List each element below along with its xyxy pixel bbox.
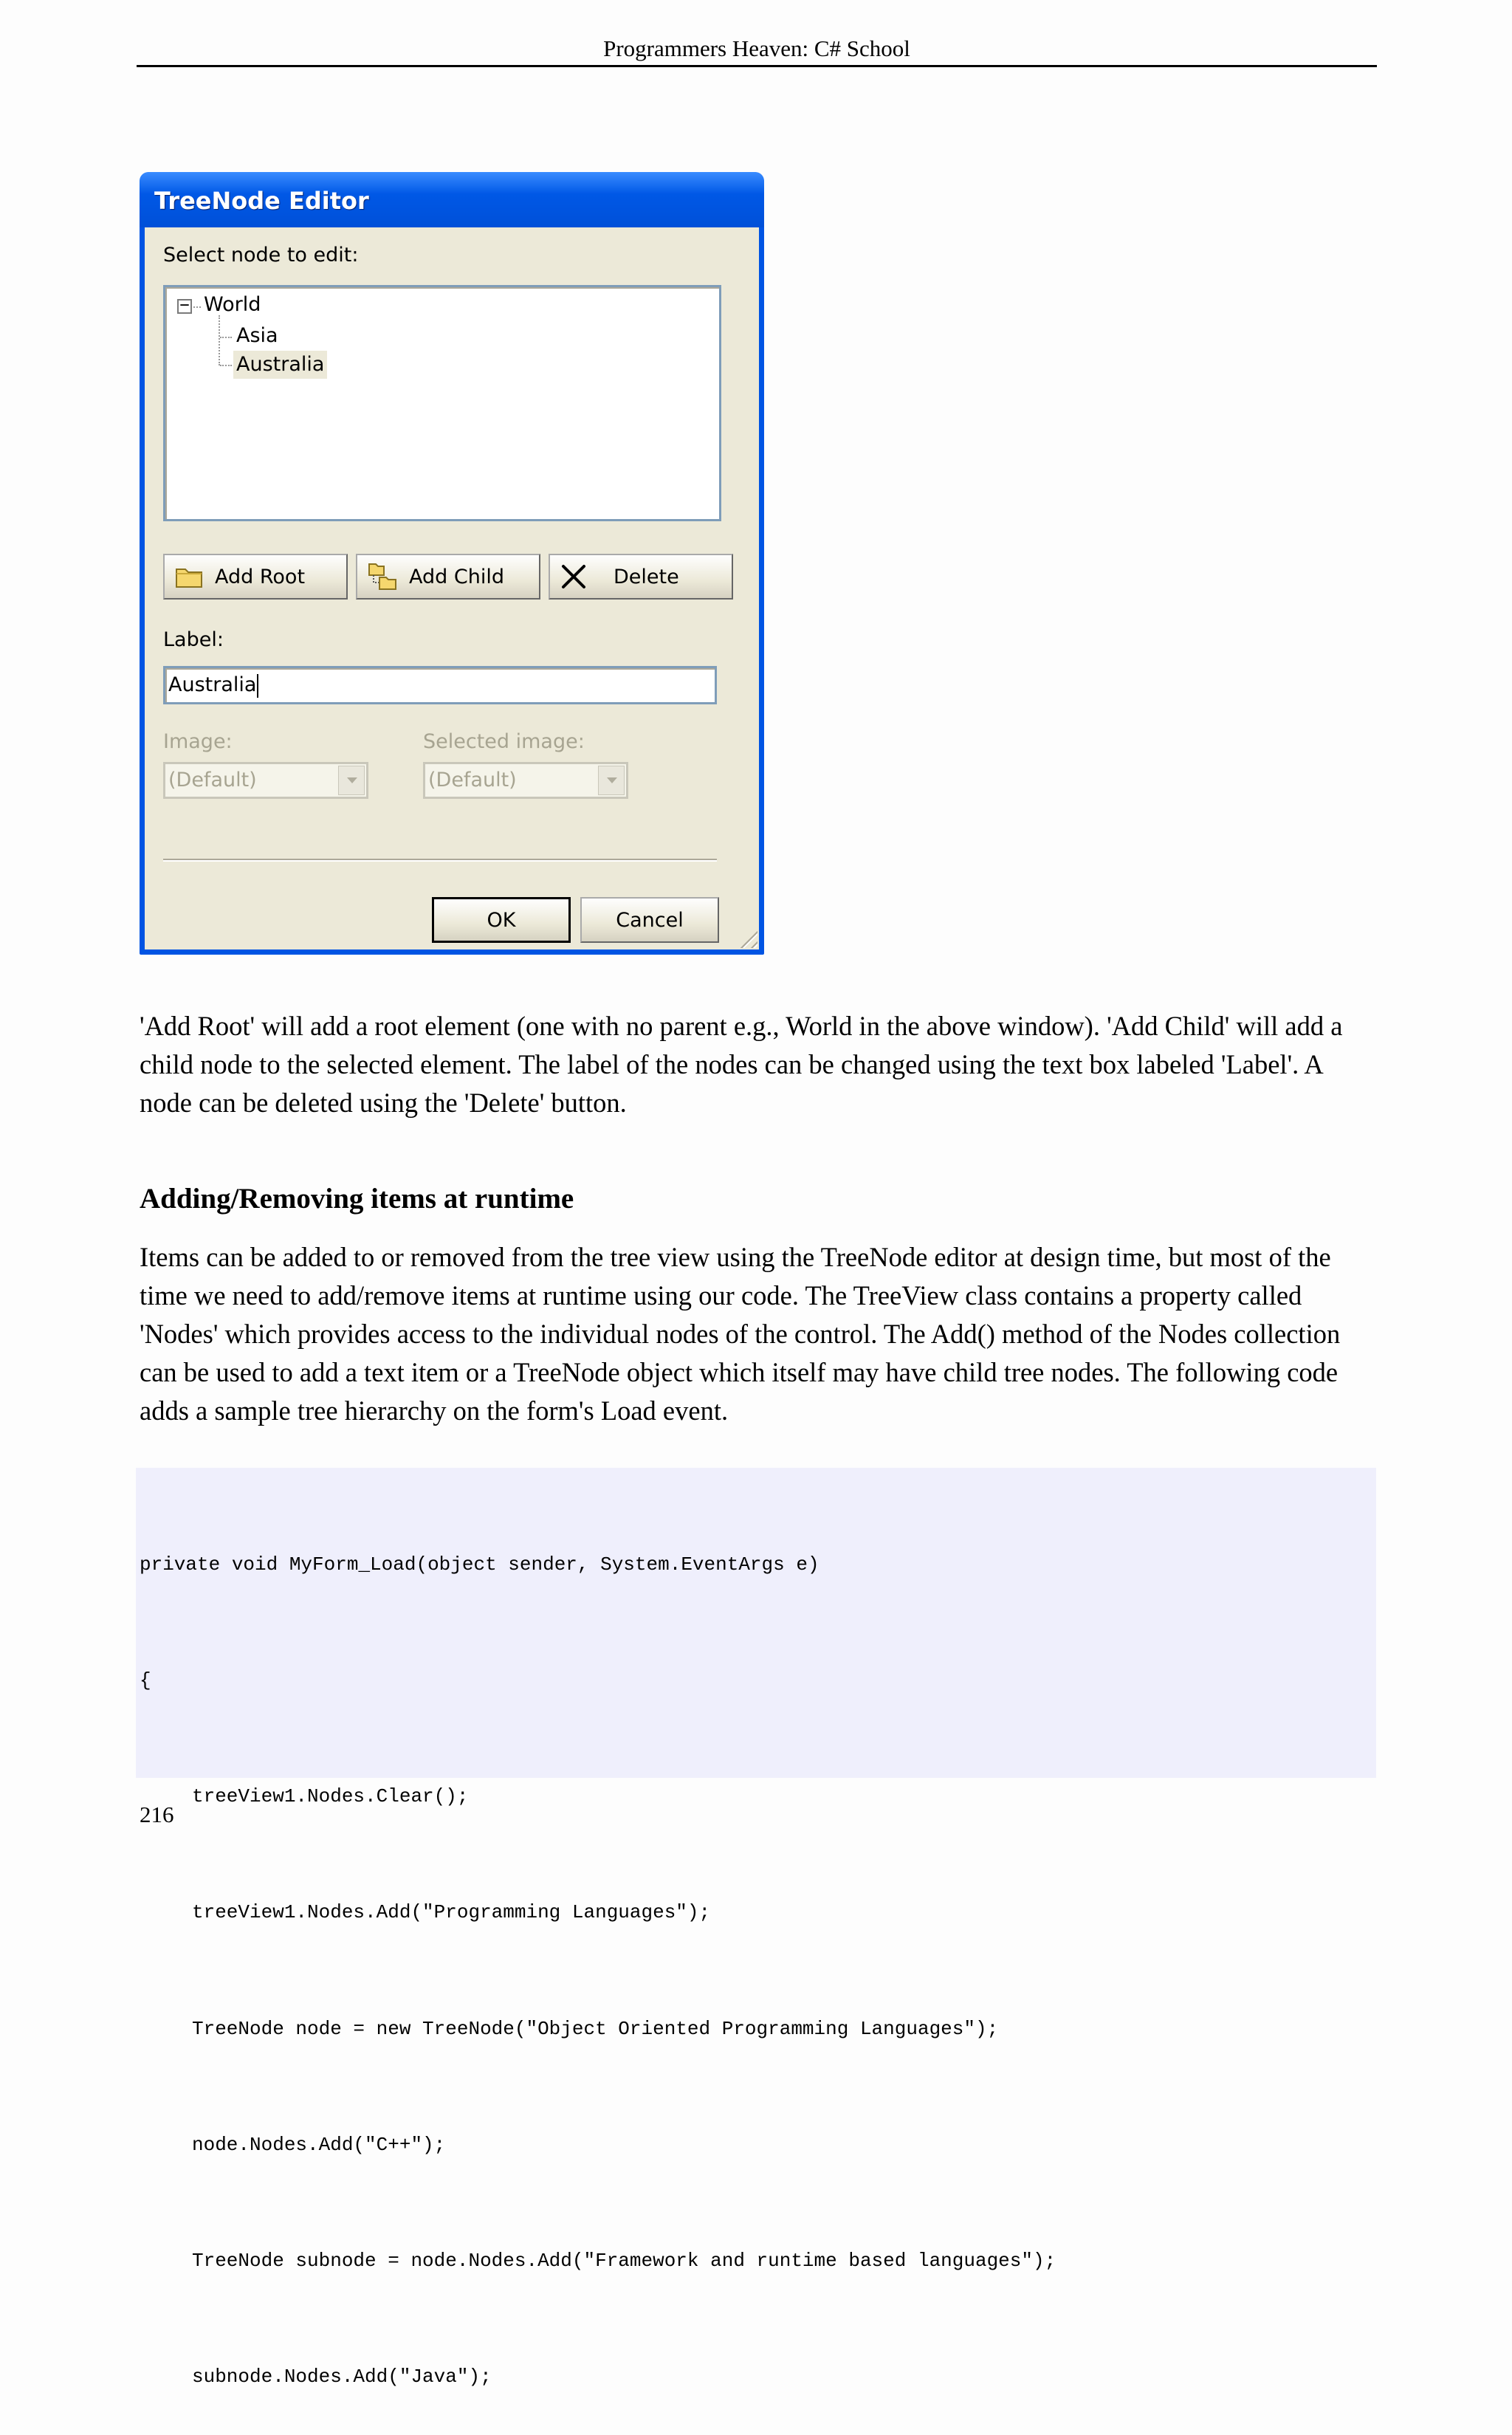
dialog-title: TreeNode Editor <box>140 172 764 227</box>
chevron-down-icon[interactable] <box>338 766 365 795</box>
collapse-icon[interactable]: − <box>177 299 192 314</box>
folder-icon <box>175 565 203 588</box>
cancel-button[interactable] <box>580 897 719 943</box>
dialog-client-area <box>145 227 759 949</box>
label-caption: Label: <box>163 628 224 651</box>
code-line: TreeNode subnode = node.Nodes.Add("Framework and runtime based languages"); <box>192 2250 1056 2273</box>
tree-connector <box>219 315 220 365</box>
select-node-label: Select node to edit: <box>163 244 359 267</box>
selected-image-caption: Selected image: <box>423 730 585 753</box>
tree-connector <box>220 337 232 338</box>
label-input-value: Australia <box>168 673 257 696</box>
add-root-button[interactable] <box>163 554 348 600</box>
divider <box>163 859 717 862</box>
node-tree[interactable] <box>163 285 721 521</box>
add-child-label: Add Child <box>409 565 504 588</box>
add-child-button[interactable] <box>356 554 540 600</box>
chevron-down-icon[interactable] <box>598 766 625 795</box>
delete-label: Delete <box>614 565 679 588</box>
code-line: subnode.Nodes.Add("Java"); <box>192 2366 492 2388</box>
section-heading: Adding/Removing items at runtime <box>140 1183 574 1215</box>
code-line: { <box>140 1669 151 1692</box>
ok-button[interactable] <box>432 897 571 943</box>
code-line: treeView1.Nodes.Clear(); <box>192 1785 469 1808</box>
paragraph-editor-explanation: 'Add Root' will add a root element (one with no parent e.g., World in the above window). 'Add Child' will add a child node to the selected element. The label of the nodes can be changed using the text box labeled 'Label'. A node can be deleted using the 'Delete' button. <box>140 1011 1343 1118</box>
running-header: Programmers Heaven: C# School <box>137 34 1377 67</box>
label-input[interactable] <box>163 666 717 704</box>
close-icon <box>560 563 587 590</box>
cancel-label: Cancel <box>616 908 684 932</box>
tree-node-asia[interactable]: Asia <box>236 324 278 347</box>
image-select-value: (Default) <box>168 769 257 791</box>
selected-image-select-value: (Default) <box>428 769 517 791</box>
page-number: 216 <box>140 1802 174 1827</box>
code-line: private void MyForm_Load(object sender, System.EventArgs e) <box>140 1553 819 1576</box>
tree-node-australia[interactable]: Australia <box>233 351 327 379</box>
image-select[interactable] <box>163 762 368 799</box>
resize-grip-icon[interactable] <box>735 926 757 948</box>
paragraph-runtime-explanation: Items can be added to or removed from the tree view using the TreeNode editor at design time, but most of the time we need to add/remove items at runtime using our code. The TreeView class contains a property called 'Nodes' which provides access to the individual nodes of the control. The Add() method of the Nodes collection can be used to add a text item or a TreeNode object which itself may have child tree nodes. The following code adds a sample tree hierarchy on the form's Load event. <box>140 1242 1341 1426</box>
code-line: TreeNode node = new TreeNode("Object Oriented Programming Languages"); <box>192 2017 999 2040</box>
add-root-label: Add Root <box>215 565 306 588</box>
code-line: node.Nodes.Add("C++"); <box>192 2133 446 2156</box>
code-line: treeView1.Nodes.Add("Programming Languages"); <box>192 1901 711 1924</box>
folder-tree-icon <box>368 563 397 591</box>
tree-connector <box>193 306 201 308</box>
treenode-editor-dialog <box>140 172 764 955</box>
selected-image-select[interactable] <box>423 762 628 799</box>
image-caption: Image: <box>163 730 233 753</box>
tree-node-world[interactable]: World <box>204 293 261 316</box>
text-caret <box>257 674 258 698</box>
tree-connector <box>220 365 232 366</box>
delete-button[interactable] <box>549 554 733 600</box>
ok-label: OK <box>487 908 516 932</box>
